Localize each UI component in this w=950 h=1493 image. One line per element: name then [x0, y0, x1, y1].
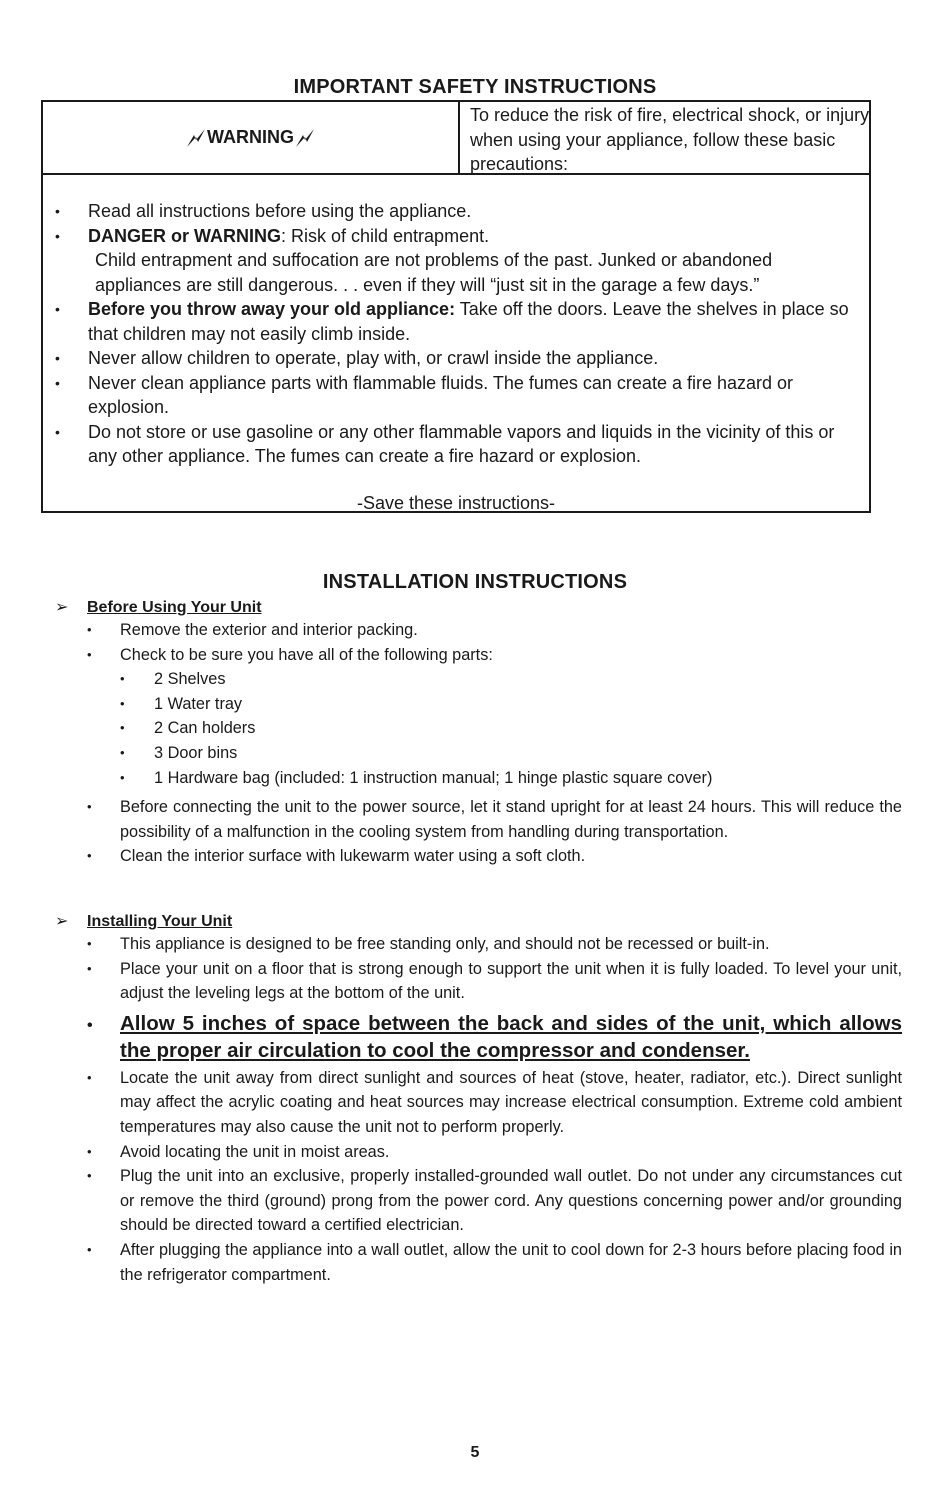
bullet-icon: • [120, 695, 125, 711]
bullet-icon: • [55, 203, 60, 219]
part-item: • 1 Hardware bag (included: 1 instruction manual; 1 hinge plastic square cover) [0, 766, 950, 791]
bullet-icon: • [55, 423, 60, 440]
page-number: 5 [470, 1444, 480, 1461]
before-using-list [0, 618, 950, 869]
part-item: • 3 Door bins [0, 741, 950, 766]
bullet-icon: • [55, 374, 60, 391]
bullet-icon: • [120, 720, 125, 736]
bullet-icon: • [87, 960, 92, 976]
save-instructions-line: -Save these instructions- [356, 493, 556, 513]
clearance-warning-item: • Allow 5 inches of space between the back and sides of the unit, which allows the proper air circulation to cool the compressor and condenser. [87, 1011, 902, 1062]
list-item: • Remove the exterior and interior packing. [0, 618, 950, 643]
bullet-icon: • [120, 671, 125, 687]
warning-label: WARNING [207, 127, 294, 147]
list-item: • Avoid locating the unit in moist areas. [0, 1140, 950, 1165]
bullet-icon: • [120, 769, 125, 785]
safety-box [41, 100, 871, 513]
section-heading-installing: ➢ Installing Your Unit [55, 913, 233, 930]
parts-container [0, 667, 950, 790]
bullet-icon: • [120, 744, 125, 760]
list-item: • Plug the unit into an exclusive, properly installed-grounded wall outlet. Do not under any circumstances cut or remove the third (ground) prong from the power cord. Any questions concerning power and/or grounding should be directed toward a certified electrician. [0, 1164, 950, 1238]
warning-cell [43, 102, 460, 173]
safety-list [43, 199, 869, 469]
list-item: • Do not store or use gasoline or any other flammable vapors and liquids in the vicinity of this or any other appliance. The fumes can create a fire hazard or explosion. [55, 421, 835, 466]
list-item: • Locate the unit away from direct sunlight and sources of heat (stove, heater, radiator, etc.). Direct sunlight may affect the acrylic coating and heat sources may increase electrical consumption. Extreme cold ambient temperatures may also cause the unit not to perform properly. [0, 1066, 950, 1140]
lightning-bolt-icon [294, 128, 316, 148]
list-item: • Never clean appliance parts with flammable fluids. The fumes can create a fire hazard or explosion. [55, 372, 794, 417]
bullet-icon: • [87, 936, 92, 951]
lightning-bolt-icon [185, 128, 207, 148]
arrow-icon: ➢ [55, 599, 69, 616]
list-item: • Clean the interior surface with lukewarm water using a soft cloth. [0, 844, 950, 869]
bullet-icon: • [87, 1168, 92, 1184]
bullet-icon: • [55, 301, 60, 317]
list-item: • This appliance is designed to be free standing only, and should not be recessed or built-in. [0, 932, 950, 957]
parts-list [0, 667, 950, 790]
list-item: • Check to be sure you have all of the following parts: [0, 643, 950, 668]
bullet-icon: • [87, 1016, 93, 1034]
list-item: • Before you throw away your old appliance: Take off the doors. Leave the shelves in place so that children may not easily climb inside. [55, 299, 849, 344]
precaution-text: To reduce the risk of fire, electrical shock, or injury when using your appliance, follow these basic precautions: [470, 105, 870, 174]
list-item: • Never allow children to operate, play with, or crawl inside the appliance. [43, 346, 869, 371]
bullet-icon: • [87, 1143, 92, 1159]
bullet-icon: • [55, 227, 60, 244]
safety-title: IMPORTANT SAFETY INSTRUCTIONS [293, 76, 657, 98]
bullet-icon: • [87, 646, 92, 662]
list-item: • Read all instructions before using the appliance. [43, 199, 869, 224]
bullet-icon: • [87, 622, 92, 637]
bullet-icon: • [87, 848, 92, 864]
bullet-icon: • [87, 1241, 92, 1257]
safety-header-row [43, 102, 869, 175]
throw-away-label: Before you throw away your old appliance: [88, 299, 456, 319]
section-heading-before-using: ➢ Before Using Your Unit [55, 599, 262, 616]
part-item: • 2 Shelves [0, 667, 950, 692]
list-item: • After plugging the appliance into a wall outlet, allow the unit to cool down for 2-3 hours before placing food in the refrigerator compartment. [0, 1238, 950, 1287]
danger-label: DANGER or WARNING [88, 225, 281, 246]
entrapment-note: Child entrapment and suffocation are not problems of the past. Junked or abandoned appliances are still dangerous. . . even if they will “just sit in the garage a few days.” [95, 250, 773, 295]
part-item: • 1 Water tray [0, 692, 950, 717]
list-item: • DANGER or WARNING: Risk of child entrapment. Child entrapment and suffocation are not problems of the past. Junked or abandoned appliances are still dangerous. . . even if they will “just sit in the garage a few days.” [43, 224, 869, 298]
bullet-icon: • [55, 350, 60, 366]
bullet-icon: • [87, 799, 92, 815]
installing-list [0, 932, 950, 1287]
list-item: • Place your unit on a floor that is strong enough to support the unit when it is fully loaded. To level your unit, adjust the leveling legs at the bottom of the unit. [0, 957, 950, 1006]
installation-title: INSTALLATION INSTRUCTIONS [322, 571, 628, 593]
list-item: • Before connecting the unit to the power source, let it stand upright for at least 24 hours. This will reduce the possibility of a malfunction in the cooling system from handling during transportation. [0, 795, 950, 844]
part-item: • 2 Can holders [0, 716, 950, 741]
arrow-icon: ➢ [55, 913, 69, 930]
bullet-icon: • [87, 1069, 92, 1085]
